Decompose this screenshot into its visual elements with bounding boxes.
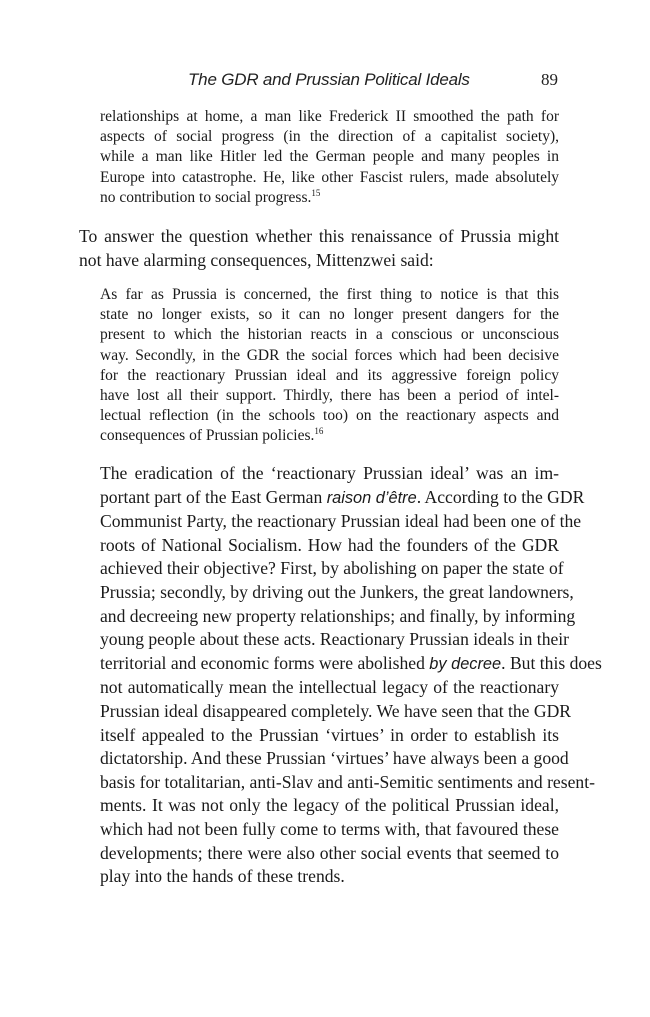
body-line: not automatically mean the intellectual legacy of the reactionary <box>100 677 559 698</box>
italic-term: raison d’être <box>326 488 417 507</box>
quote-line: way. Secondly, in the GDR the social forces which had been decisive <box>100 346 559 364</box>
body-line: dictatorship. And these Prussian ‘virtues’ have always been a good <box>100 748 569 769</box>
body-line: not have alarming consequences, Mittenzwei said: <box>79 249 434 270</box>
text-run: . But this does <box>501 652 602 673</box>
quote-line: state no longer exists, so it can no longer present dangers for the <box>100 306 559 324</box>
running-head <box>78 70 562 96</box>
body-line: developments; there were also other social events that seemed to <box>100 842 559 863</box>
text-run: . According to the GDR <box>416 486 585 507</box>
quote-line: Europe into catastrophe. He, like other Fascist rulers, made absolutely <box>100 168 559 186</box>
quote-line: As far as Prussia is concerned, the first thing to notice is that this <box>100 286 559 303</box>
quote-line-text: consequences of Prussian policies. <box>100 427 315 445</box>
body-line-with-italic <box>79 652 602 677</box>
body-line: Prussian ideal disappeared completely. We have seen that the GDR <box>100 700 572 721</box>
block-quote-1 <box>100 107 559 208</box>
body-line: and decreeing new property relationships; and finally, by informing <box>100 605 576 626</box>
body-paragraph-1 <box>79 225 559 272</box>
quote-line: while a man like Hitler led the German people and many peoples in <box>100 148 559 166</box>
body-line: achieved their objective? First, by abolishing on paper the state of <box>100 558 564 579</box>
body-line: Prussia; secondly, by driving out the Junkers, the great landowners, <box>100 581 574 602</box>
footnote-marker: 15 <box>311 187 321 198</box>
quote-line-last <box>100 188 559 208</box>
quote-line: relationships at home, a man like Frederick II smoothed the path for <box>100 108 559 125</box>
body-line: To answer the question whether this renaissance of Prussia might <box>79 226 559 246</box>
running-title: The GDR and Prussian Political Ideals <box>188 70 470 89</box>
body-line: basis for totalitarian, anti-Slav and anti-Semitic sentiments and resent- <box>100 771 595 792</box>
body-line: The eradication of the ‘reactionary Prussian ideal’ was an im- <box>100 463 559 483</box>
body-line: play into the hands of these trends. <box>100 866 345 887</box>
quote-line: have lost all their support. Thirdly, there has been a period of intel- <box>100 387 559 405</box>
body-line: Communist Party, the reactionary Prussian ideal had been one of the <box>100 511 582 532</box>
text-run: territorial and economic forms were abolished <box>100 652 430 673</box>
quote-line: lectual reflection (in the schools too) on the reactionary aspects and <box>100 407 559 425</box>
body-line: young people about these acts. Reactionary Prussian ideals in their <box>100 629 570 650</box>
body-line: itself appealed to the Prussian ‘virtues’ in order to establish its <box>100 724 559 745</box>
text-run: portant part of the East German <box>100 486 327 507</box>
quote-line-text: no contribution to social progress. <box>100 188 312 206</box>
quote-line: present to which the historian reacts in a conscious or unconscious <box>100 326 559 344</box>
block-quote-2 <box>100 285 559 447</box>
body-line: which had not been fully come to terms with, that favoured these <box>100 818 559 839</box>
quote-line: for the reactionary Prussian ideal and its aggressive foreign policy <box>100 366 559 384</box>
body-line-with-italic <box>79 486 585 511</box>
body-line: ments. It was not only the legacy of the political Prussian ideal, <box>100 795 559 816</box>
footnote-marker: 16 <box>314 426 324 437</box>
body-paragraph-2 <box>79 462 602 889</box>
page-number: 89 <box>541 70 558 89</box>
quote-line: aspects of social progress (in the direction of a capitalist society), <box>100 128 559 146</box>
body-line: roots of National Socialism. How had the founders of the GDR <box>100 534 559 555</box>
italic-term: by decree <box>429 654 502 673</box>
quote-line-last <box>100 426 559 446</box>
